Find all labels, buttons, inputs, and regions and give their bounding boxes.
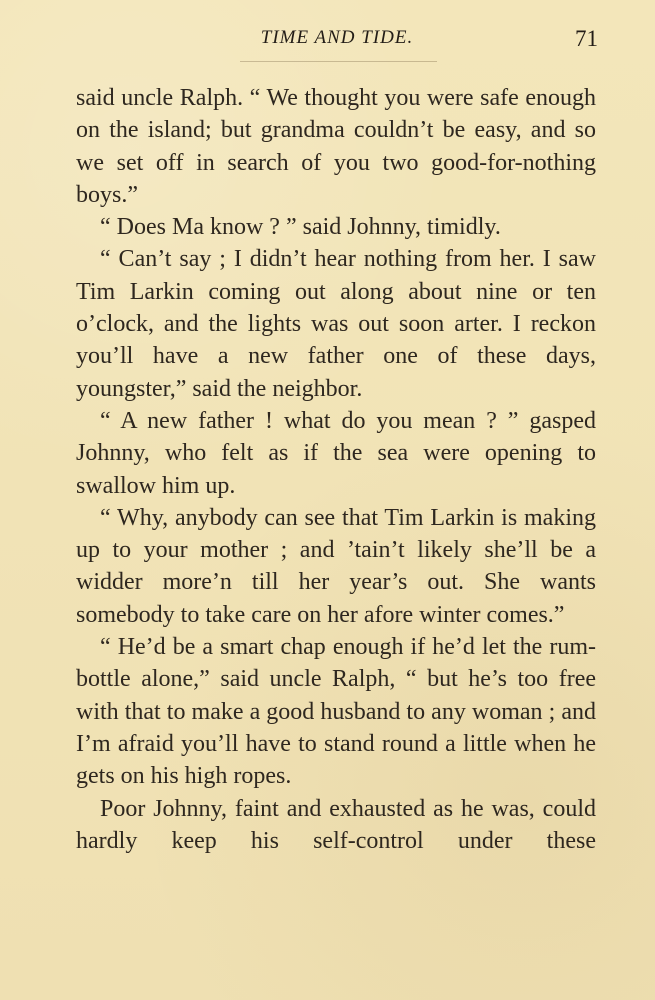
page-number: 71 <box>575 26 598 51</box>
paragraph: said uncle Ralph. “ We thought you were safe enough on the island; but grandma couldn’t be easy, and so we set off in search of you two good-for-nothing boys.” <box>76 85 596 208</box>
running-title: TIME AND TIDE. <box>260 27 414 48</box>
paragraph: “ He’d be a smart chap enough if he’d let the rum-bottle alone,” said uncle Ralph, “ but he’s too free with that to make a good husband to any woman ; and I’m afraid you’ll have to stand round a little when he gets on his high ropes. <box>76 634 596 790</box>
paragraph: Poor Johnny, faint and exhausted as he was, could hardly keep his self-control under these <box>76 795 596 854</box>
paragraph: “ Can’t say ; I didn’t hear nothing from her. I saw Tim Larkin coming out along about nine or ten o’clock, and the lights was out soon arter. I reckon you’ll have a new father one of these days, youngster,” said the neighbor. <box>76 246 596 402</box>
body-text <box>76 82 596 857</box>
paragraph: “ Does Ma know ? ” said Johnny, timidly. <box>100 214 501 241</box>
paragraph: “ A new father ! what do you mean ? ” gasped Johnny, who felt as if the sea were opening to swallow him up. <box>76 407 596 499</box>
paragraph: “ Why, anybody can see that Tim Larkin is making up to your mother ; and ’tain’t likely she’ll be a widder more’n till her year’s out. She wants somebody to take care on her afore winter comes.” <box>76 504 596 628</box>
page-header <box>76 27 598 51</box>
header-rule <box>240 61 437 62</box>
